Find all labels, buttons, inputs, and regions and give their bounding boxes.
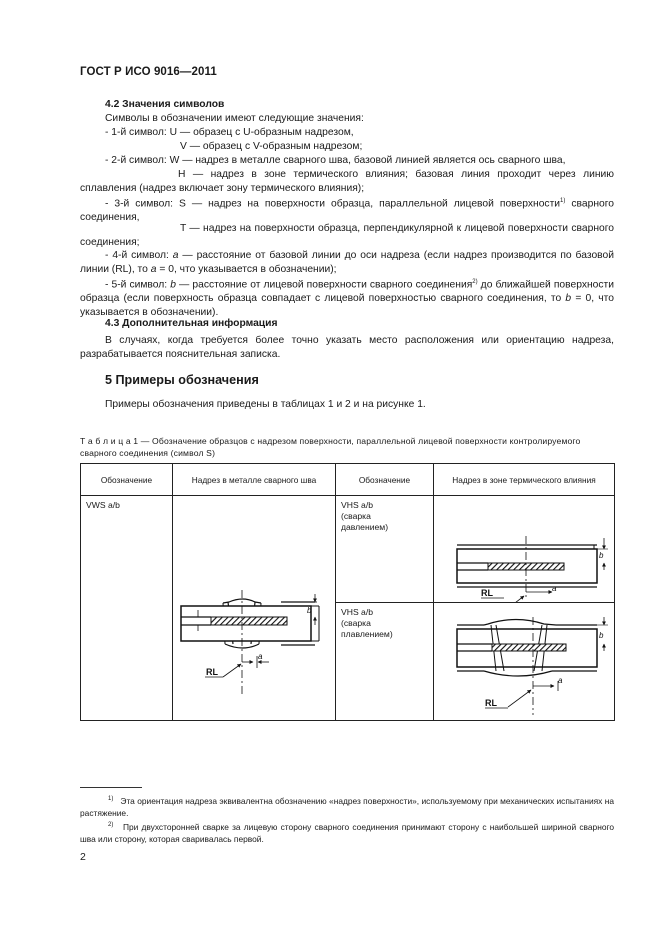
col-header-haz-notch: Надрез в зоне термического влияния [434,464,615,496]
haz2-b-label: b [599,631,604,640]
table-row [81,496,615,603]
symbol-1-v: V — образец с V-образным надрезом; [180,141,363,152]
footnote-2: $^{2)}$ При двухсторонней сварке за лицевую сторону сварного соединения принимают сторону с наибольшей шириной сварного шва или сторону, которая сваривалась первой. [80,821,615,845]
col-header-designation: Обозначение [81,464,173,496]
vhs-pressure-code: VHS a/b [341,500,374,510]
weld-metal-notch-figure [173,496,335,718]
weld-rl-label: RL [206,667,218,677]
symbol-4: - 4-й символ: a — расстояние от базовой линии до оси надреза (если надрез производится по базовой линии (RL), то a = 0, что указывается в обозначении); [80,250,614,275]
section-5-text: Примеры обозначения приведены в таблицах 1 и 2 и на рисунке 1. [105,399,426,410]
haz1-a-label: a [552,584,557,593]
section-5-heading: 5 Примеры обозначения [105,373,259,387]
table-header-row [81,464,615,496]
page-number: 2 [80,851,86,863]
vws-code: VWS a/b [86,500,120,510]
haz2-rl-label: RL [485,698,497,708]
footnote-separator [80,787,142,788]
table-1-caption: Т а б л и ц а 1 — Обозначение образцов с надрезом поверхности, параллельной лицевой поверхности контролируемого сварного соединения (символ S) [80,436,581,458]
haz-pressure-notch-figure [434,496,614,602]
vhs-fusion-code-cell [336,603,434,721]
weld-a-label: a [258,652,263,661]
vws-code-cell [81,496,173,721]
symbol-3-t: T — надрез на поверхности образца, перпендикулярной к лицевой поверхности сварного соединения; [80,223,614,248]
vhs-pressure-code-cell [336,496,434,603]
symbols-intro: Символы в обозначении имеют следующие значения: [105,113,364,124]
symbol-3-s: - 3-й символ: S — надрез на поверхности образца, параллельной лицевой поверхности$^{1)}$ сварного соединения, [80,198,614,224]
haz-pressure-figure-cell [434,496,615,603]
symbol-1-u: - 1-й символ: U — образец с U-образным надрезом, [105,127,354,138]
symbol-2-h: H — надрез в зоне термического влияния; базовая линия проходит через линию сплавления (надрез включает зону термического влияния); [80,169,614,194]
weld-metal-figure-cell [173,496,336,721]
col-header-weld-metal-notch: Надрез в металле сварного шва [173,464,336,496]
haz2-a-label: a [558,676,563,685]
document-code-header: ГОСТ Р ИСО 9016—2011 [80,66,217,78]
symbol-5: - 5-й символ: b — расстояние от лицевой поверхности сварного соединения$^{2)}$ до ближайшей поверхности образца (если поверхность образца совпадает с лицевой поверхностью сварного соединения, то b = 0, что указывается в обозначении). [80,279,615,318]
section-4-2-heading: 4.2 Значения символов [105,99,225,110]
vhs-fusion-code: VHS a/b [341,607,374,617]
haz1-b-label: b [599,551,604,560]
section-4-3-heading: 4.3 Дополнительная информация [105,318,278,329]
table-1 [80,463,615,721]
haz1-rl-label: RL [481,588,493,598]
vhs-fusion-note: (сварка плавлением) [341,618,393,639]
section-4-3-text: В случаях, когда требуется более точно указать место расположения или ориентацию надреза, разрабатывается пояснительная записка. [80,335,614,360]
footnote-1: $^{1)}$ Эта ориентация надреза эквивалентна обозначению «надрез поверхности», используемому при механических испытаниях на растяжение. [80,795,614,819]
col-header-designation-2: Обозначение [336,464,434,496]
weld-b-label: b [307,606,312,615]
symbol-2-w: - 2-й символ: W — надрез в металле сварного шва, базовой линией является ось сварного шва, [105,155,566,166]
vhs-pressure-note: (сварка давлением) [341,511,389,532]
haz-fusion-figure-cell [434,603,615,721]
haz-fusion-notch-figure [434,603,614,720]
